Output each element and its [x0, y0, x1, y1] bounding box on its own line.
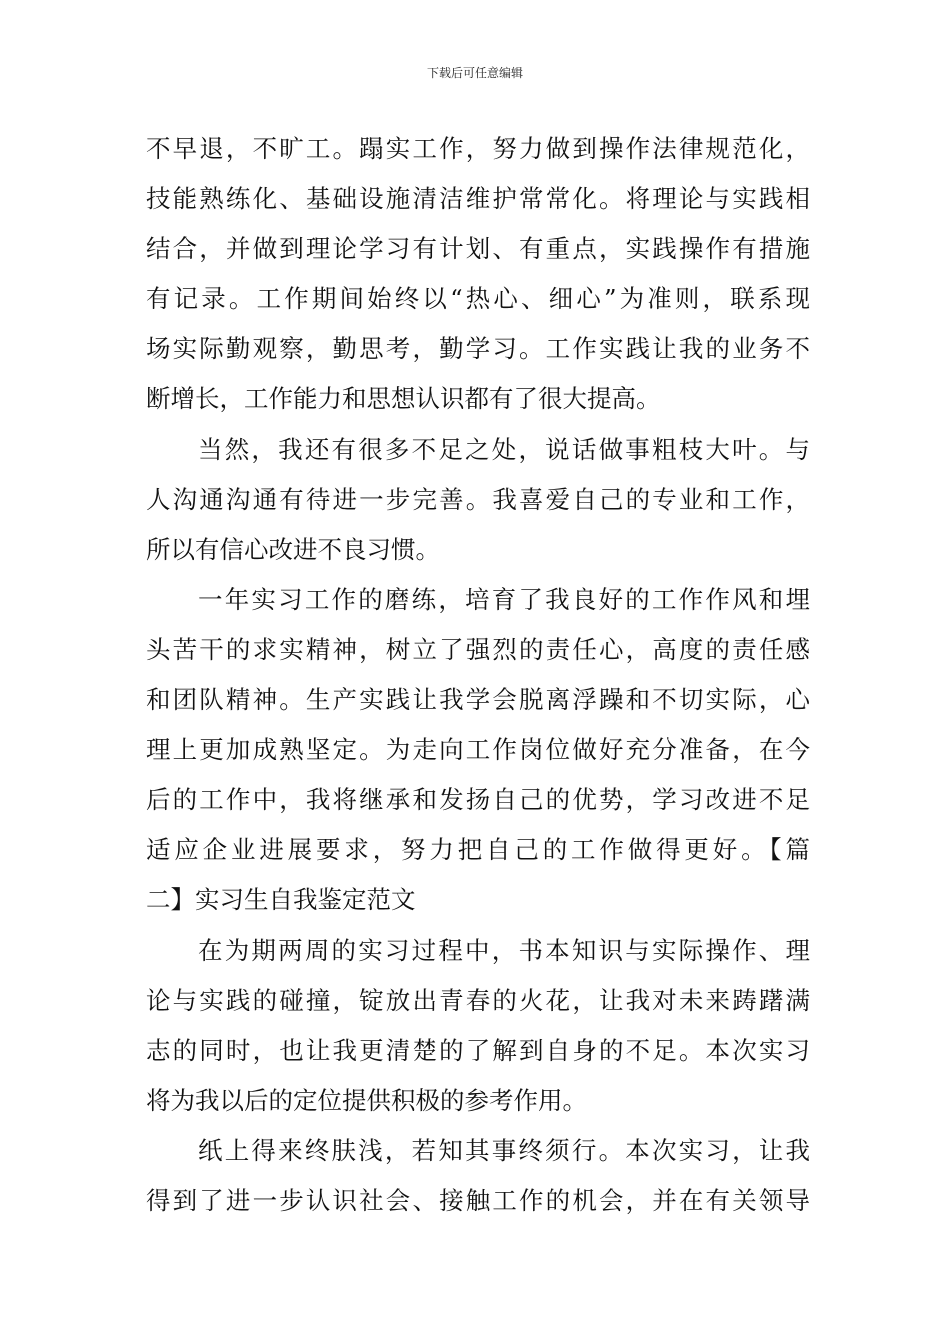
paragraph-start-line: 在为期两周的实习过程中，书本知识与实际操作、理: [198, 935, 810, 965]
body-text: [146, 124, 810, 1226]
paragraph-start-line: 纸上得来终肤浅，若知其事终须行。本次实习，让我: [198, 1135, 810, 1165]
text-line: 理上更加成熟坚定。为走向工作岗位做好充分准备，在今: [146, 735, 810, 765]
page-header: 下载后可任意编辑: [426, 66, 523, 80]
text-line: 后的工作中，我将继承和发扬自己的优势，学习改进不足: [146, 785, 810, 815]
text-line: 技能熟练化、基础设施清洁维护常常化。将理论与实践相: [146, 184, 810, 214]
text-line: 和团队精神。生产实践让我学会脱离浮躁和不切实际，心: [146, 685, 810, 715]
text-line: 结合，并做到理论学习有计划、有重点，实践操作有措施: [146, 234, 810, 264]
section-heading-line: 二】实习生自我鉴定范文: [146, 885, 416, 915]
text-line: 所以有信心改进不良习惯。: [146, 534, 440, 564]
text-line: 适应企业进展要求，努力把自己的工作做得更好。【篇: [146, 835, 810, 865]
text-line: 得到了进一步认识社会、接触工作的机会，并在有关领导: [146, 1185, 810, 1215]
text-line: 将为我以后的定位提供积极的参考作用。: [146, 1085, 587, 1115]
text-line: 不早退，不旷工。蹋实工作，努力做到操作法律规范化，: [146, 134, 810, 163]
text-line: 志的同时，也让我更清楚的了解到自身的不足。本次实习: [146, 1035, 810, 1065]
text-line: 头苦干的求实精神，树立了强烈的责任心，高度的责任感: [146, 634, 810, 664]
paragraph-start-line: 当然，我还有很多不足之处，说话做事粗枝大叶。与: [198, 434, 810, 464]
text-line: 断增长，工作能力和思想认识都有了很大提高。: [146, 384, 661, 414]
text-line: 人沟通沟通有待进一步完善。我喜爱自己的专业和工作，: [146, 484, 810, 514]
text-line: 论与实践的碰撞，锭放出青春的火花，让我对未来踌躇满: [146, 985, 810, 1015]
paragraph-start-line: 一年实习工作的磨练，培育了我良好的工作作风和埋: [198, 584, 810, 614]
text-line: 有记录。工作期间始终以“热心、细心”为准则，联系现: [146, 284, 810, 314]
text-line: 场实际勤观察，勤思考，勤学习。工作实践让我的业务不: [146, 334, 810, 364]
